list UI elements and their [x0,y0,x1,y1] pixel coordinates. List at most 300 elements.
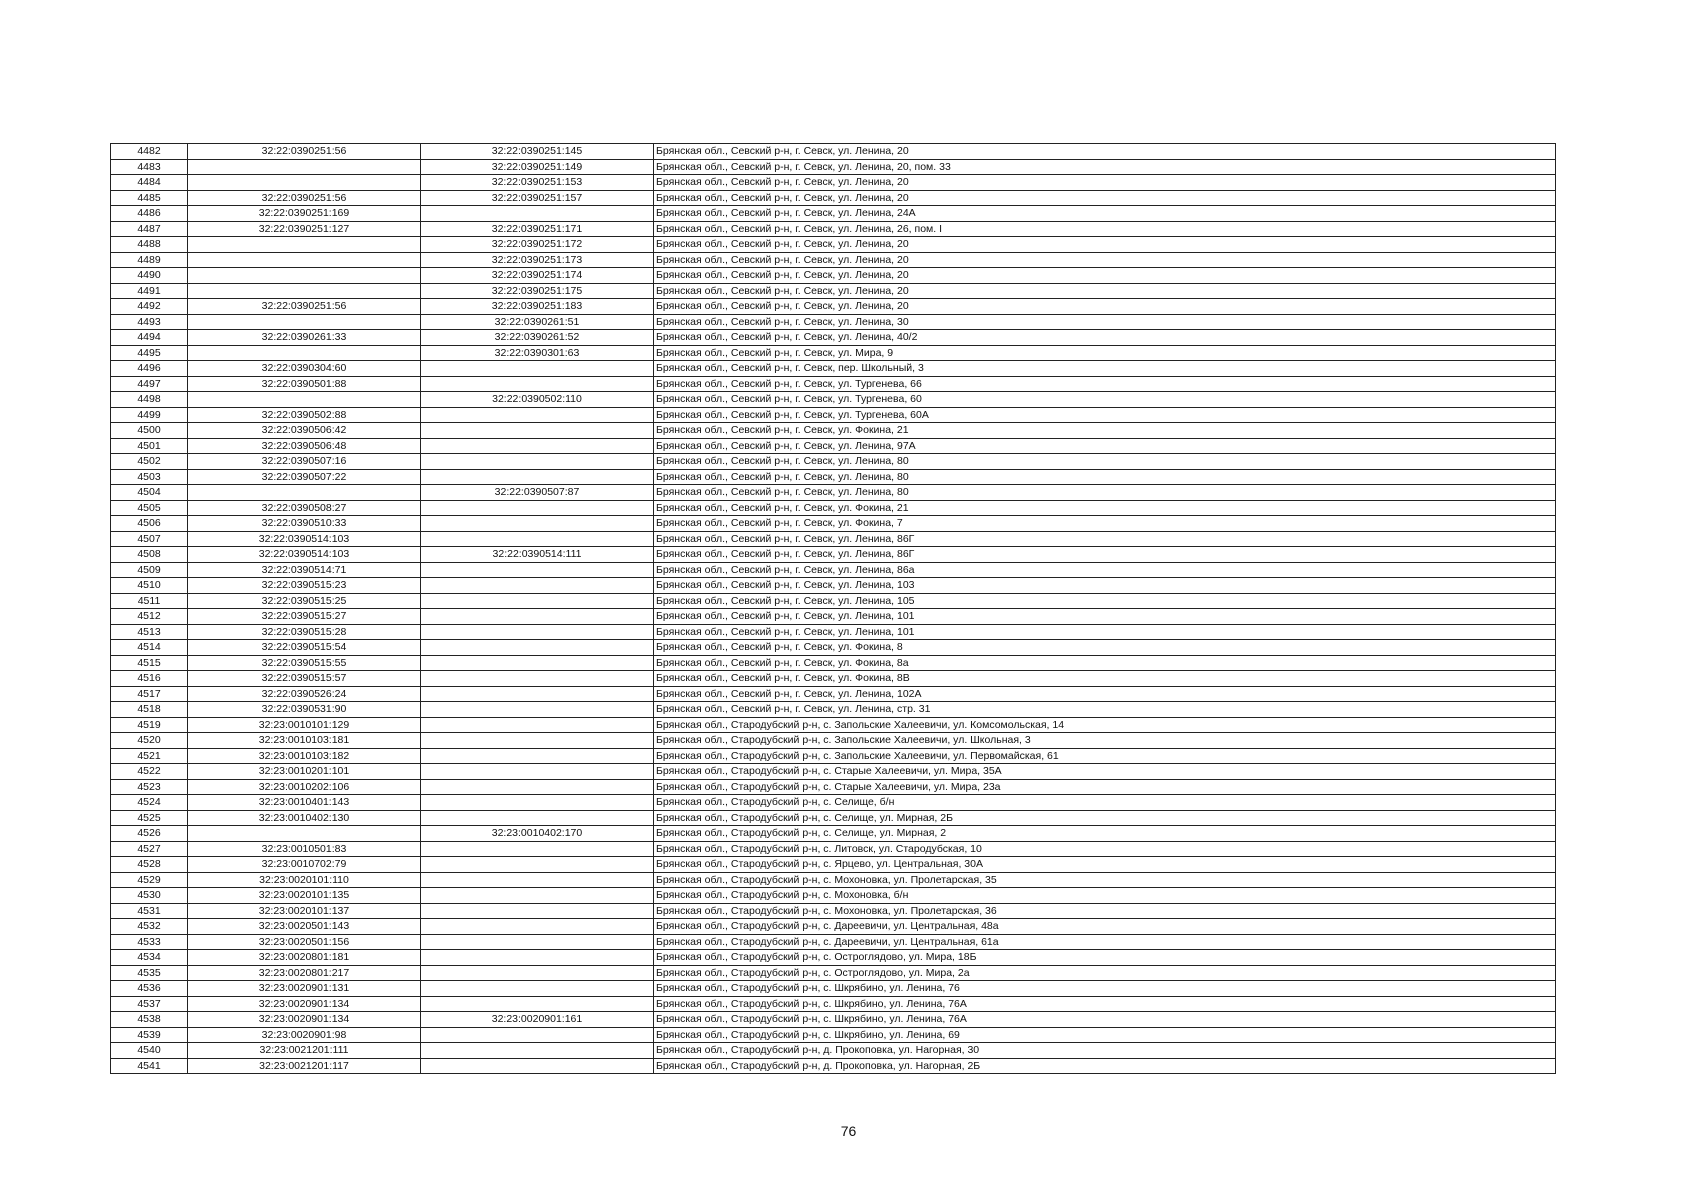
address-cell: Брянская обл., Севский р-н, г. Севск, ул. Ленина, 20 [654,299,1556,315]
row-number-cell: 4537 [111,996,188,1012]
object-cadastral-cell [421,624,654,640]
address-cell: Брянская обл., Стародубский р-н, д. Прокоповка, ул. Нагорная, 30 [654,1043,1556,1059]
table-row [111,144,1556,160]
row-number-cell: 4541 [111,1058,188,1074]
land-parcel-cadastral-cell: 32:22:0390515:28 [188,624,421,640]
object-cadastral-cell [421,903,654,919]
object-cadastral-cell [421,578,654,594]
address-cell: Брянская обл., Стародубский р-н, с. Дареевичи, ул. Центральная, 48а [654,919,1556,935]
object-cadastral-cell: 32:22:0390301:63 [421,345,654,361]
row-number-cell: 4520 [111,733,188,749]
object-cadastral-cell [421,640,654,656]
address-cell: Брянская обл., Стародубский р-н, с. Мохоновка, б/н [654,888,1556,904]
table-row [111,175,1556,191]
object-cadastral-cell [421,702,654,718]
table-row [111,702,1556,718]
address-cell: Брянская обл., Стародубский р-н, с. Запольские Халеевичи, ул. Школьная, 3 [654,733,1556,749]
land-parcel-cadastral-cell: 32:23:0021201:117 [188,1058,421,1074]
table-row [111,252,1556,268]
row-number-cell: 4529 [111,872,188,888]
table-row [111,531,1556,547]
object-cadastral-cell [421,857,654,873]
table-row [111,237,1556,253]
address-cell: Брянская обл., Севский р-н, г. Севск, ул. Ленина, 80 [654,485,1556,501]
row-number-cell: 4506 [111,516,188,532]
object-cadastral-cell [421,733,654,749]
object-cadastral-cell: 32:22:0390251:149 [421,159,654,175]
address-cell: Брянская обл., Стародубский р-н, с. Мохоновка, ул. Пролетарская, 35 [654,872,1556,888]
table-row [111,562,1556,578]
address-cell: Брянская обл., Стародубский р-н, с. Литовск, ул. Стародубская, 10 [654,841,1556,857]
table-row [111,159,1556,175]
table-row [111,299,1556,315]
address-cell: Брянская обл., Севский р-н, г. Севск, ул. Ленина, 30 [654,314,1556,330]
row-number-cell: 4499 [111,407,188,423]
land-parcel-cadastral-cell [188,314,421,330]
table-row [111,547,1556,563]
table-row [111,795,1556,811]
land-parcel-cadastral-cell: 32:23:0020501:143 [188,919,421,935]
row-number-cell: 4492 [111,299,188,315]
address-cell: Брянская обл., Севский р-н, г. Севск, ул. Ленина, 80 [654,454,1556,470]
land-parcel-cadastral-cell: 32:22:0390510:33 [188,516,421,532]
land-parcel-cadastral-cell: 32:22:0390251:169 [188,206,421,222]
address-cell: Брянская обл., Стародубский р-н, с. Остроглядово, ул. Мира, 2а [654,965,1556,981]
address-cell: Брянская обл., Стародубский р-н, с. Старые Халеевичи, ул. Мира, 23а [654,779,1556,795]
object-cadastral-cell [421,407,654,423]
table-row [111,283,1556,299]
land-parcel-cadastral-cell [188,159,421,175]
row-number-cell: 4534 [111,950,188,966]
land-parcel-cadastral-cell: 32:22:0390251:56 [188,299,421,315]
object-cadastral-cell [421,1027,654,1043]
land-parcel-cadastral-cell: 32:23:0010501:83 [188,841,421,857]
object-cadastral-cell [421,748,654,764]
row-number-cell: 4511 [111,593,188,609]
table-row [111,1012,1556,1028]
table-row [111,810,1556,826]
row-number-cell: 4503 [111,469,188,485]
object-cadastral-cell: 32:22:0390261:52 [421,330,654,346]
registry-table-body [111,144,1556,1074]
object-cadastral-cell: 32:22:0390251:174 [421,268,654,284]
row-number-cell: 4500 [111,423,188,439]
land-parcel-cadastral-cell [188,485,421,501]
table-row [111,407,1556,423]
object-cadastral-cell [421,593,654,609]
object-cadastral-cell: 32:22:0390251:171 [421,221,654,237]
object-cadastral-cell: 32:22:0390251:153 [421,175,654,191]
table-row [111,872,1556,888]
object-cadastral-cell [421,423,654,439]
row-number-cell: 4496 [111,361,188,377]
row-number-cell: 4484 [111,175,188,191]
object-cadastral-cell: 32:22:0390251:157 [421,190,654,206]
row-number-cell: 4490 [111,268,188,284]
address-cell: Брянская обл., Севский р-н, г. Севск, ул. Ленина, 86а [654,562,1556,578]
row-number-cell: 4514 [111,640,188,656]
table-row [111,1043,1556,1059]
land-parcel-cadastral-cell: 32:23:0020501:156 [188,934,421,950]
address-cell: Брянская обл., Стародубский р-н, с. Запольские Халеевичи, ул. Первомайская, 61 [654,748,1556,764]
address-cell: Брянская обл., Севский р-н, г. Севск, ул. Фокина, 8 [654,640,1556,656]
table-row [111,609,1556,625]
address-cell: Брянская обл., Севский р-н, г. Севск, ул. Ленина, 101 [654,609,1556,625]
land-parcel-cadastral-cell [188,237,421,253]
address-cell: Брянская обл., Севский р-н, г. Севск, ул. Ленина, 102А [654,686,1556,702]
object-cadastral-cell [421,1058,654,1074]
row-number-cell: 4504 [111,485,188,501]
address-cell: Брянская обл., Севский р-н, г. Севск, пер. Школьный, 3 [654,361,1556,377]
object-cadastral-cell [421,686,654,702]
land-parcel-cadastral-cell: 32:22:0390506:48 [188,438,421,454]
table-row [111,748,1556,764]
table-row [111,965,1556,981]
address-cell: Брянская обл., Севский р-н, г. Севск, ул. Ленина, 20 [654,283,1556,299]
address-cell: Брянская обл., Севский р-н, г. Севск, ул. Ленина, 20 [654,252,1556,268]
object-cadastral-cell [421,376,654,392]
land-parcel-cadastral-cell: 32:23:0021201:111 [188,1043,421,1059]
object-cadastral-cell [421,810,654,826]
address-cell: Брянская обл., Севский р-н, г. Севск, ул. Ленина, 20 [654,268,1556,284]
table-row [111,934,1556,950]
row-number-cell: 4494 [111,330,188,346]
address-cell: Брянская обл., Стародубский р-н, с. Шкрябино, ул. Ленина, 76А [654,996,1556,1012]
address-cell: Брянская обл., Стародубский р-н, с. Селище, б/н [654,795,1556,811]
table-row [111,423,1556,439]
object-cadastral-cell [421,469,654,485]
land-parcel-cadastral-cell: 32:23:0020101:137 [188,903,421,919]
object-cadastral-cell [421,1043,654,1059]
row-number-cell: 4483 [111,159,188,175]
object-cadastral-cell [421,516,654,532]
land-parcel-cadastral-cell: 32:22:0390515:23 [188,578,421,594]
object-cadastral-cell: 32:22:0390251:173 [421,252,654,268]
object-cadastral-cell [421,919,654,935]
row-number-cell: 4507 [111,531,188,547]
table-row [111,376,1556,392]
object-cadastral-cell [421,531,654,547]
table-row [111,764,1556,780]
address-cell: Брянская обл., Севский р-н, г. Севск, ул. Ленина, 24А [654,206,1556,222]
object-cadastral-cell [421,609,654,625]
table-row [111,361,1556,377]
address-cell: Брянская обл., Севский р-н, г. Севск, ул. Ленина, 20 [654,190,1556,206]
object-cadastral-cell [421,965,654,981]
object-cadastral-cell [421,764,654,780]
address-cell: Брянская обл., Стародубский р-н, с. Шкрябино, ул. Ленина, 76 [654,981,1556,997]
land-parcel-cadastral-cell: 32:23:0010401:143 [188,795,421,811]
object-cadastral-cell [421,717,654,733]
row-number-cell: 4523 [111,779,188,795]
address-cell: Брянская обл., Севский р-н, г. Севск, ул. Ленина, 103 [654,578,1556,594]
table-row [111,857,1556,873]
address-cell: Брянская обл., Севский р-н, г. Севск, ул. Ленина, 105 [654,593,1556,609]
land-parcel-cadastral-cell: 32:22:0390515:57 [188,671,421,687]
address-cell: Брянская обл., Стародубский р-н, с. Дареевичи, ул. Центральная, 61а [654,934,1556,950]
address-cell: Брянская обл., Стародубский р-н, с. Шкрябино, ул. Ленина, 76А [654,1012,1556,1028]
object-cadastral-cell: 32:22:0390251:183 [421,299,654,315]
object-cadastral-cell: 32:23:0010402:170 [421,826,654,842]
row-number-cell: 4536 [111,981,188,997]
land-parcel-cadastral-cell [188,826,421,842]
land-parcel-cadastral-cell: 32:23:0010201:101 [188,764,421,780]
row-number-cell: 4538 [111,1012,188,1028]
land-parcel-cadastral-cell: 32:22:0390251:56 [188,190,421,206]
row-number-cell: 4508 [111,547,188,563]
row-number-cell: 4525 [111,810,188,826]
row-number-cell: 4531 [111,903,188,919]
row-number-cell: 4519 [111,717,188,733]
row-number-cell: 4486 [111,206,188,222]
address-cell: Брянская обл., Севский р-н, г. Севск, ул. Фокина, 21 [654,500,1556,516]
land-parcel-cadastral-cell [188,392,421,408]
object-cadastral-cell [421,795,654,811]
object-cadastral-cell [421,671,654,687]
row-number-cell: 4495 [111,345,188,361]
object-cadastral-cell [421,950,654,966]
table-row [111,516,1556,532]
land-parcel-cadastral-cell: 32:23:0020101:135 [188,888,421,904]
table-row [111,655,1556,671]
address-cell: Брянская обл., Стародубский р-н, д. Прокоповка, ул. Нагорная, 2Б [654,1058,1556,1074]
row-number-cell: 4516 [111,671,188,687]
address-cell: Брянская обл., Севский р-н, г. Севск, ул. Ленина, 20 [654,175,1556,191]
row-number-cell: 4535 [111,965,188,981]
object-cadastral-cell [421,454,654,470]
land-parcel-cadastral-cell: 32:22:0390251:56 [188,144,421,160]
row-number-cell: 4532 [111,919,188,935]
land-parcel-cadastral-cell: 32:23:0010202:106 [188,779,421,795]
land-parcel-cadastral-cell: 32:22:0390515:25 [188,593,421,609]
row-number-cell: 4517 [111,686,188,702]
row-number-cell: 4513 [111,624,188,640]
row-number-cell: 4518 [111,702,188,718]
row-number-cell: 4521 [111,748,188,764]
land-parcel-cadastral-cell: 32:23:0010702:79 [188,857,421,873]
table-row [111,392,1556,408]
table-row [111,903,1556,919]
object-cadastral-cell: 32:22:0390261:51 [421,314,654,330]
object-cadastral-cell [421,779,654,795]
land-parcel-cadastral-cell [188,175,421,191]
address-cell: Брянская обл., Севский р-н, г. Севск, ул. Фокина, 7 [654,516,1556,532]
row-number-cell: 4510 [111,578,188,594]
object-cadastral-cell [421,872,654,888]
land-parcel-cadastral-cell: 32:23:0020101:110 [188,872,421,888]
land-parcel-cadastral-cell: 32:22:0390515:27 [188,609,421,625]
row-number-cell: 4493 [111,314,188,330]
table-row [111,950,1556,966]
object-cadastral-cell [421,562,654,578]
object-cadastral-cell [421,996,654,1012]
land-parcel-cadastral-cell: 32:22:0390261:33 [188,330,421,346]
object-cadastral-cell [421,361,654,377]
land-parcel-cadastral-cell: 32:23:0010103:182 [188,748,421,764]
land-parcel-cadastral-cell: 32:23:0020901:134 [188,1012,421,1028]
address-cell: Брянская обл., Севский р-н, г. Севск, ул. Фокина, 8В [654,671,1556,687]
address-cell: Брянская обл., Стародубский р-н, с. Шкрябино, ул. Ленина, 69 [654,1027,1556,1043]
address-cell: Брянская обл., Севский р-н, г. Севск, ул. Ленина, 40/2 [654,330,1556,346]
row-number-cell: 4512 [111,609,188,625]
land-parcel-cadastral-cell [188,345,421,361]
registry-table [110,143,1556,1074]
row-number-cell: 4522 [111,764,188,780]
land-parcel-cadastral-cell: 32:22:0390251:127 [188,221,421,237]
row-number-cell: 4491 [111,283,188,299]
row-number-cell: 4489 [111,252,188,268]
table-row [111,888,1556,904]
land-parcel-cadastral-cell: 32:22:0390502:88 [188,407,421,423]
table-row [111,717,1556,733]
address-cell: Брянская обл., Севский р-н, г. Севск, ул. Фокина, 8а [654,655,1556,671]
land-parcel-cadastral-cell: 32:23:0020901:98 [188,1027,421,1043]
object-cadastral-cell: 32:22:0390514:111 [421,547,654,563]
land-parcel-cadastral-cell: 32:23:0020801:217 [188,965,421,981]
land-parcel-cadastral-cell: 32:22:0390515:55 [188,655,421,671]
row-number-cell: 4501 [111,438,188,454]
land-parcel-cadastral-cell: 32:22:0390514:71 [188,562,421,578]
object-cadastral-cell [421,841,654,857]
table-row [111,919,1556,935]
table-row [111,779,1556,795]
address-cell: Брянская обл., Стародубский р-н, с. Селище, ул. Мирная, 2 [654,826,1556,842]
land-parcel-cadastral-cell: 32:23:0010103:181 [188,733,421,749]
table-row [111,485,1556,501]
address-cell: Брянская обл., Севский р-н, г. Севск, ул. Ленина, 20, пом. 33 [654,159,1556,175]
land-parcel-cadastral-cell: 32:22:0390501:88 [188,376,421,392]
table-row [111,841,1556,857]
land-parcel-cadastral-cell: 32:22:0390514:103 [188,547,421,563]
address-cell: Брянская обл., Севский р-н, г. Севск, ул. Фокина, 21 [654,423,1556,439]
object-cadastral-cell: 32:22:0390251:172 [421,237,654,253]
address-cell: Брянская обл., Севский р-н, г. Севск, ул. Тургенева, 60А [654,407,1556,423]
table-row [111,981,1556,997]
land-parcel-cadastral-cell: 32:22:0390507:16 [188,454,421,470]
object-cadastral-cell [421,206,654,222]
page-number: 76 [840,1123,857,1139]
row-number-cell: 4539 [111,1027,188,1043]
row-number-cell: 4485 [111,190,188,206]
object-cadastral-cell: 32:22:0390507:87 [421,485,654,501]
address-cell: Брянская обл., Стародубский р-н, с. Мохоновка, ул. Пролетарская, 36 [654,903,1556,919]
object-cadastral-cell [421,500,654,516]
address-cell: Брянская обл., Севский р-н, г. Севск, ул. Ленина, 20 [654,237,1556,253]
row-number-cell: 4487 [111,221,188,237]
table-row [111,624,1556,640]
table-row [111,1027,1556,1043]
row-number-cell: 4540 [111,1043,188,1059]
row-number-cell: 4527 [111,841,188,857]
address-cell: Брянская обл., Севский р-н, г. Севск, ул. Ленина, 86Г [654,531,1556,547]
table-row [111,578,1556,594]
table-row [111,686,1556,702]
object-cadastral-cell: 32:22:0390502:110 [421,392,654,408]
table-row [111,330,1556,346]
land-parcel-cadastral-cell: 32:22:0390514:103 [188,531,421,547]
table-row [111,454,1556,470]
table-row [111,996,1556,1012]
table-row [111,221,1556,237]
object-cadastral-cell [421,438,654,454]
address-cell: Брянская обл., Севский р-н, г. Севск, ул. Ленина, 80 [654,469,1556,485]
land-parcel-cadastral-cell: 32:22:0390531:90 [188,702,421,718]
table-row [111,640,1556,656]
row-number-cell: 4482 [111,144,188,160]
address-cell: Брянская обл., Стародубский р-н, с. Селище, ул. Мирная, 2Б [654,810,1556,826]
address-cell: Брянская обл., Севский р-н, г. Севск, ул. Ленина, стр. 31 [654,702,1556,718]
land-parcel-cadastral-cell: 32:23:0010402:130 [188,810,421,826]
land-parcel-cadastral-cell [188,252,421,268]
address-cell: Брянская обл., Севский р-н, г. Севск, ул. Ленина, 86Г [654,547,1556,563]
table-row [111,469,1556,485]
table-row [111,671,1556,687]
address-cell: Брянская обл., Севский р-н, г. Севск, ул. Ленина, 97А [654,438,1556,454]
address-cell: Брянская обл., Севский р-н, г. Севск, ул. Ленина, 101 [654,624,1556,640]
object-cadastral-cell [421,888,654,904]
land-parcel-cadastral-cell [188,283,421,299]
table-row [111,500,1556,516]
row-number-cell: 4497 [111,376,188,392]
row-number-cell: 4505 [111,500,188,516]
object-cadastral-cell [421,981,654,997]
land-parcel-cadastral-cell: 32:23:0020901:131 [188,981,421,997]
table-row [111,826,1556,842]
row-number-cell: 4502 [111,454,188,470]
address-cell: Брянская обл., Севский р-н, г. Севск, ул. Тургенева, 60 [654,392,1556,408]
address-cell: Брянская обл., Стародубский р-н, с. Запольские Халеевичи, ул. Комсомольская, 14 [654,717,1556,733]
row-number-cell: 4515 [111,655,188,671]
land-parcel-cadastral-cell: 32:22:0390515:54 [188,640,421,656]
table-row [111,438,1556,454]
land-parcel-cadastral-cell: 32:23:0010101:129 [188,717,421,733]
row-number-cell: 4533 [111,934,188,950]
row-number-cell: 4488 [111,237,188,253]
address-cell: Брянская обл., Севский р-н, г. Севск, ул. Тургенева, 66 [654,376,1556,392]
object-cadastral-cell: 32:23:0020901:161 [421,1012,654,1028]
row-number-cell: 4526 [111,826,188,842]
land-parcel-cadastral-cell: 32:22:0390507:22 [188,469,421,485]
table-row [111,733,1556,749]
address-cell: Брянская обл., Севский р-н, г. Севск, ул. Мира, 9 [654,345,1556,361]
table-row [111,593,1556,609]
row-number-cell: 4528 [111,857,188,873]
table-row [111,314,1556,330]
table-row [111,206,1556,222]
land-parcel-cadastral-cell: 32:22:0390526:24 [188,686,421,702]
land-parcel-cadastral-cell: 32:23:0020801:181 [188,950,421,966]
object-cadastral-cell [421,655,654,671]
land-parcel-cadastral-cell: 32:22:0390508:27 [188,500,421,516]
land-parcel-cadastral-cell: 32:22:0390304:60 [188,361,421,377]
land-parcel-cadastral-cell: 32:22:0390506:42 [188,423,421,439]
address-cell: Брянская обл., Стародубский р-н, с. Старые Халеевичи, ул. Мира, 35А [654,764,1556,780]
row-number-cell: 4509 [111,562,188,578]
object-cadastral-cell [421,934,654,950]
table-row [111,268,1556,284]
address-cell: Брянская обл., Стародубский р-н, с. Ярцево, ул. Центральная, 30А [654,857,1556,873]
object-cadastral-cell: 32:22:0390251:145 [421,144,654,160]
address-cell: Брянская обл., Севский р-н, г. Севск, ул. Ленина, 20 [654,144,1556,160]
row-number-cell: 4498 [111,392,188,408]
row-number-cell: 4524 [111,795,188,811]
address-cell: Брянская обл., Стародубский р-н, с. Остроглядово, ул. Мира, 18Б [654,950,1556,966]
land-parcel-cadastral-cell [188,268,421,284]
row-number-cell: 4530 [111,888,188,904]
table-row [111,190,1556,206]
table-row [111,345,1556,361]
object-cadastral-cell: 32:22:0390251:175 [421,283,654,299]
